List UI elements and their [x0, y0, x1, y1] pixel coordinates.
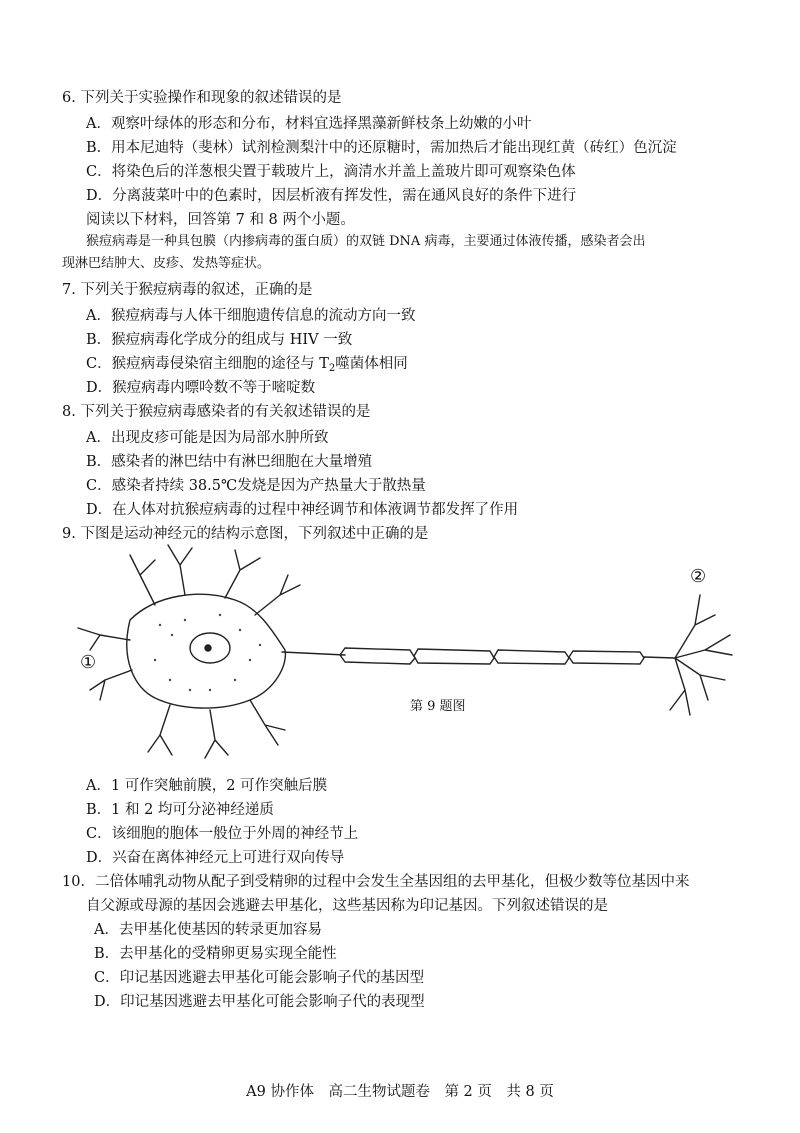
q8-stem: 8. 下列关于猴痘病毒感染者的有关叙述错误的是: [62, 404, 371, 420]
q10-option-b: B．去甲基化的受精卵更易实现全能性: [94, 946, 337, 962]
q8-option-a: A．出现皮疹可能是因为局部水肿所致: [86, 430, 329, 446]
q6-option-a: A．观察叶绿体的形态和分布，材料宜选择黑藻新鲜枝条上幼嫩的小叶: [86, 116, 532, 132]
q8-option-c: C．感染者持续 38.5℃发烧是因为产热量大于散热量: [86, 478, 426, 494]
q9-option-a: A．1 可作突触前膜，2 可作突触后膜: [86, 778, 328, 794]
q10-option-c: C．印记基因逃避去甲基化可能会影响子代的基因型: [94, 970, 425, 986]
q7-option-c: [86, 354, 408, 379]
q7-option-a: A．猴痘病毒与人体干细胞遗传信息的流动方向一致: [86, 308, 416, 324]
q7-stem: 7. 下列关于猴痘病毒的叙述，正确的是: [62, 282, 313, 298]
figure-label-2: ②: [690, 566, 707, 587]
q7-option-b: B．猴痘病毒化学成分的组成与 HIV 一致: [86, 332, 353, 348]
figure-label-1: ①: [80, 652, 97, 673]
q6-option-b: B．用本尼迪特（斐林）试剂检测梨汁中的还原糖时，需加热后才能出现红黄（砖红）色沉淀: [86, 140, 677, 156]
q7-option-c-text: C．猴痘病毒侵染宿主细胞的途径与 T: [86, 356, 329, 372]
q10-stem: 10．二倍体哺乳动物从配子到受精卵的过程中会发生全基因组的去甲基化，但极少数等位基因中来: [62, 874, 690, 890]
q10-option-a: A．去甲基化使基因的转录更加容易: [94, 922, 322, 938]
q7-option-d: D．猴痘病毒内嘌呤数不等于嘧啶数: [86, 380, 316, 396]
q9-option-b: B．1 和 2 均可分泌神经递质: [86, 802, 274, 818]
q9-option-d: D．兴奋在离体神经元上可进行双向传导: [86, 850, 345, 866]
q7-option-c-tail: 噬菌体相同: [335, 356, 408, 372]
q6-option-d: D．分离菠菜叶中的色素时，因层析液有挥发性，需在通风良好的条件下进行: [86, 188, 577, 204]
page-footer: A9 协作体 高二生物试题卷 第 2 页 共 8 页: [246, 1084, 554, 1100]
q9-option-c: C．该细胞的胞体一般位于外周的神经节上: [86, 826, 359, 842]
q8-option-d: D．在人体对抗猴痘病毒的过程中神经调节和体液调节都发挥了作用: [86, 502, 519, 518]
passage-intro: 阅读以下材料，回答第 7 和 8 两个小题。: [86, 212, 355, 228]
q9-stem: 9. 下图是运动神经元的结构示意图，下列叙述中正确的是: [62, 526, 429, 542]
neuron-diagram: [60, 540, 750, 765]
q10-stem-continued: 自父源或母源的基因会逃避去甲基化，这些基因称为印记基因。下列叙述错误的是: [86, 898, 608, 914]
myelin-sheath: [340, 648, 415, 664]
passage-line-1: 猴痘病毒是一种具包膜（内掺病毒的蛋白质）的双链 DNA 病毒，主要通过体液传播，感染者会出: [86, 234, 646, 249]
figure-caption: 第 9 题图: [410, 699, 466, 714]
q6-stem: 6. 下列关于实验操作和现象的叙述错误的是: [62, 90, 342, 106]
q6-option-c: C．将染色后的洋葱根尖置于载玻片上，滴清水并盖上盖玻片即可观察染色体: [86, 164, 576, 180]
passage-line-2: 现淋巴结肿大、皮疹、发热等症状。: [62, 256, 271, 271]
q7-option-c-subscript: 2: [328, 363, 336, 374]
q10-option-d: D．印记基因逃避去甲基化可能会影响子代的表现型: [94, 994, 425, 1010]
q8-option-b: B．感染者的淋巴结中有淋巴细胞在大量增殖: [86, 454, 373, 470]
